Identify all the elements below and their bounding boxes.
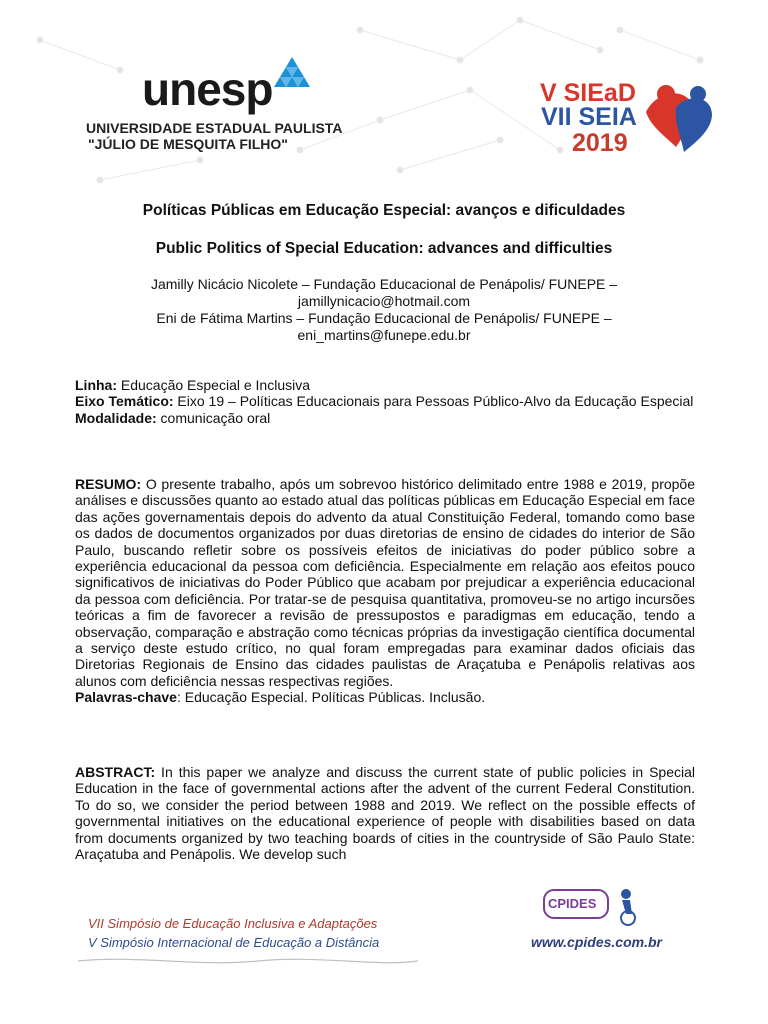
abstract-text: In this paper we analyze and discuss the current state of public policies in Special Education in the face of governmental actions after the advent of the current Federal Constitution. To do so, we consider the period between 1988 and 2019. We reflect on the possible effects of governmental initiatives on the educational experience of people with disabilities based on data from documents organized by two teaching boards of cities in the countryside of São Paulo State: Araçatuba and Penápolis. We develop such bbox=[75, 764, 695, 863]
event-title-line1: V SIEaD bbox=[540, 79, 636, 107]
meta-linha bbox=[75, 377, 695, 393]
paper-title-english: Public Politics of Special Education: advances and difficulties bbox=[155, 240, 613, 257]
keywords bbox=[75, 689, 695, 705]
meta-modalidade-label: Modalidade: bbox=[75, 409, 157, 426]
abstract-label: ABSTRACT: bbox=[75, 764, 156, 780]
resumo-label: RESUMO: bbox=[75, 476, 142, 492]
meta-modalidade bbox=[75, 410, 695, 426]
event-title-line2: VII SEIA bbox=[541, 103, 637, 131]
footer-event-line1: VII Simpósio de Educação Inclusiva e Adaptações bbox=[88, 916, 378, 931]
author-1-affiliation: Jamilly Nicácio Nicolete – Fundação Educacional de Penápolis/ FUNEPE – bbox=[150, 276, 618, 292]
paper-title-portuguese: Políticas Públicas em Educação Especial: avanços e dificuldades bbox=[142, 202, 626, 219]
paper-meta bbox=[75, 377, 695, 426]
footer-wave-decoration bbox=[78, 955, 418, 967]
author-1-email: jamillynicacio@hotmail.com bbox=[297, 293, 471, 309]
cpides-label: CPIDES bbox=[548, 896, 597, 911]
footer-event-line2: V Simpósio Internacional de Educação a Distância bbox=[88, 935, 380, 950]
resumo-paragraph bbox=[75, 476, 695, 689]
keywords-value: : Educação Especial. Políticas Públicas. Inclusão. bbox=[176, 689, 486, 706]
university-name: UNIVERSIDADE ESTADUAL PAULISTA bbox=[86, 120, 343, 136]
meta-eixo bbox=[75, 393, 695, 409]
university-subtitle: "JÚLIO DE MESQUITA FILHO" bbox=[88, 136, 288, 152]
website-link[interactable]: www.cpides.com.br bbox=[531, 934, 662, 950]
resumo-section bbox=[75, 476, 695, 706]
meta-modalidade-value: comunicação oral bbox=[156, 409, 271, 426]
author-2-email: eni_martins@funepe.edu.br bbox=[297, 327, 471, 343]
keywords-label: Palavras-chave bbox=[75, 689, 177, 706]
event-year: 2019 bbox=[572, 129, 628, 157]
author-2-affiliation: Eni de Fátima Martins – Fundação Educacional de Penápolis/ FUNEPE – bbox=[156, 310, 612, 326]
unesp-wordmark: unesp bbox=[142, 63, 273, 115]
unesp-triangle-logo-icon bbox=[270, 57, 314, 87]
abstract-paragraph bbox=[75, 764, 695, 862]
meta-linha-value: Educação Especial e Inclusiva bbox=[117, 377, 310, 393]
meta-eixo-label: Eixo Temático: bbox=[75, 393, 174, 410]
event-figures-logo-icon bbox=[636, 72, 716, 162]
resumo-text: O presente trabalho, após um sobrevoo histórico delimitado entre 1988 e 2019, propõe análises e discussões quanto ao estado atual das políticas públicas em Educação Especial em face das ações governamentais depois do advento da atual Constituição Federal, tomando como base os dados de documentos organizados por duas diretorias de ensino de cidades do interior de São Paulo, buscando refletir sobre os possíveis efeitos de iniciativas do poder público sobre a experiência educacional da pessoa com deficiência. Especialmente em relação aos efeitos pouco significativos de iniciativas do Poder Público que acabam por prejudicar a experiência educacional da pessoa com deficiência. Por tratar-se de pesquisa quantitativa, promoveu-se no artigo incursões teóricas a fim de favorecer a revisão de pressupostos e paradigmas em educação, tendo a observação, comparação e abstração como técnicas próprias da investigação científica documental a serviço deste estudo crítico, no qual foram empregadas para examinar dados oficiais das Diretorias Regionais de Ensino das cidades paulistas de Araçatuba e Penápolis relativas aos alunos com deficiência nessas respectivas regiões. bbox=[75, 476, 695, 689]
meta-linha-label: Linha: bbox=[75, 377, 117, 393]
meta-eixo-value: Eixo 19 – Políticas Educacionais para Pessoas Público-Alvo da Educação Especial bbox=[173, 393, 694, 410]
abstract-section bbox=[75, 764, 695, 862]
